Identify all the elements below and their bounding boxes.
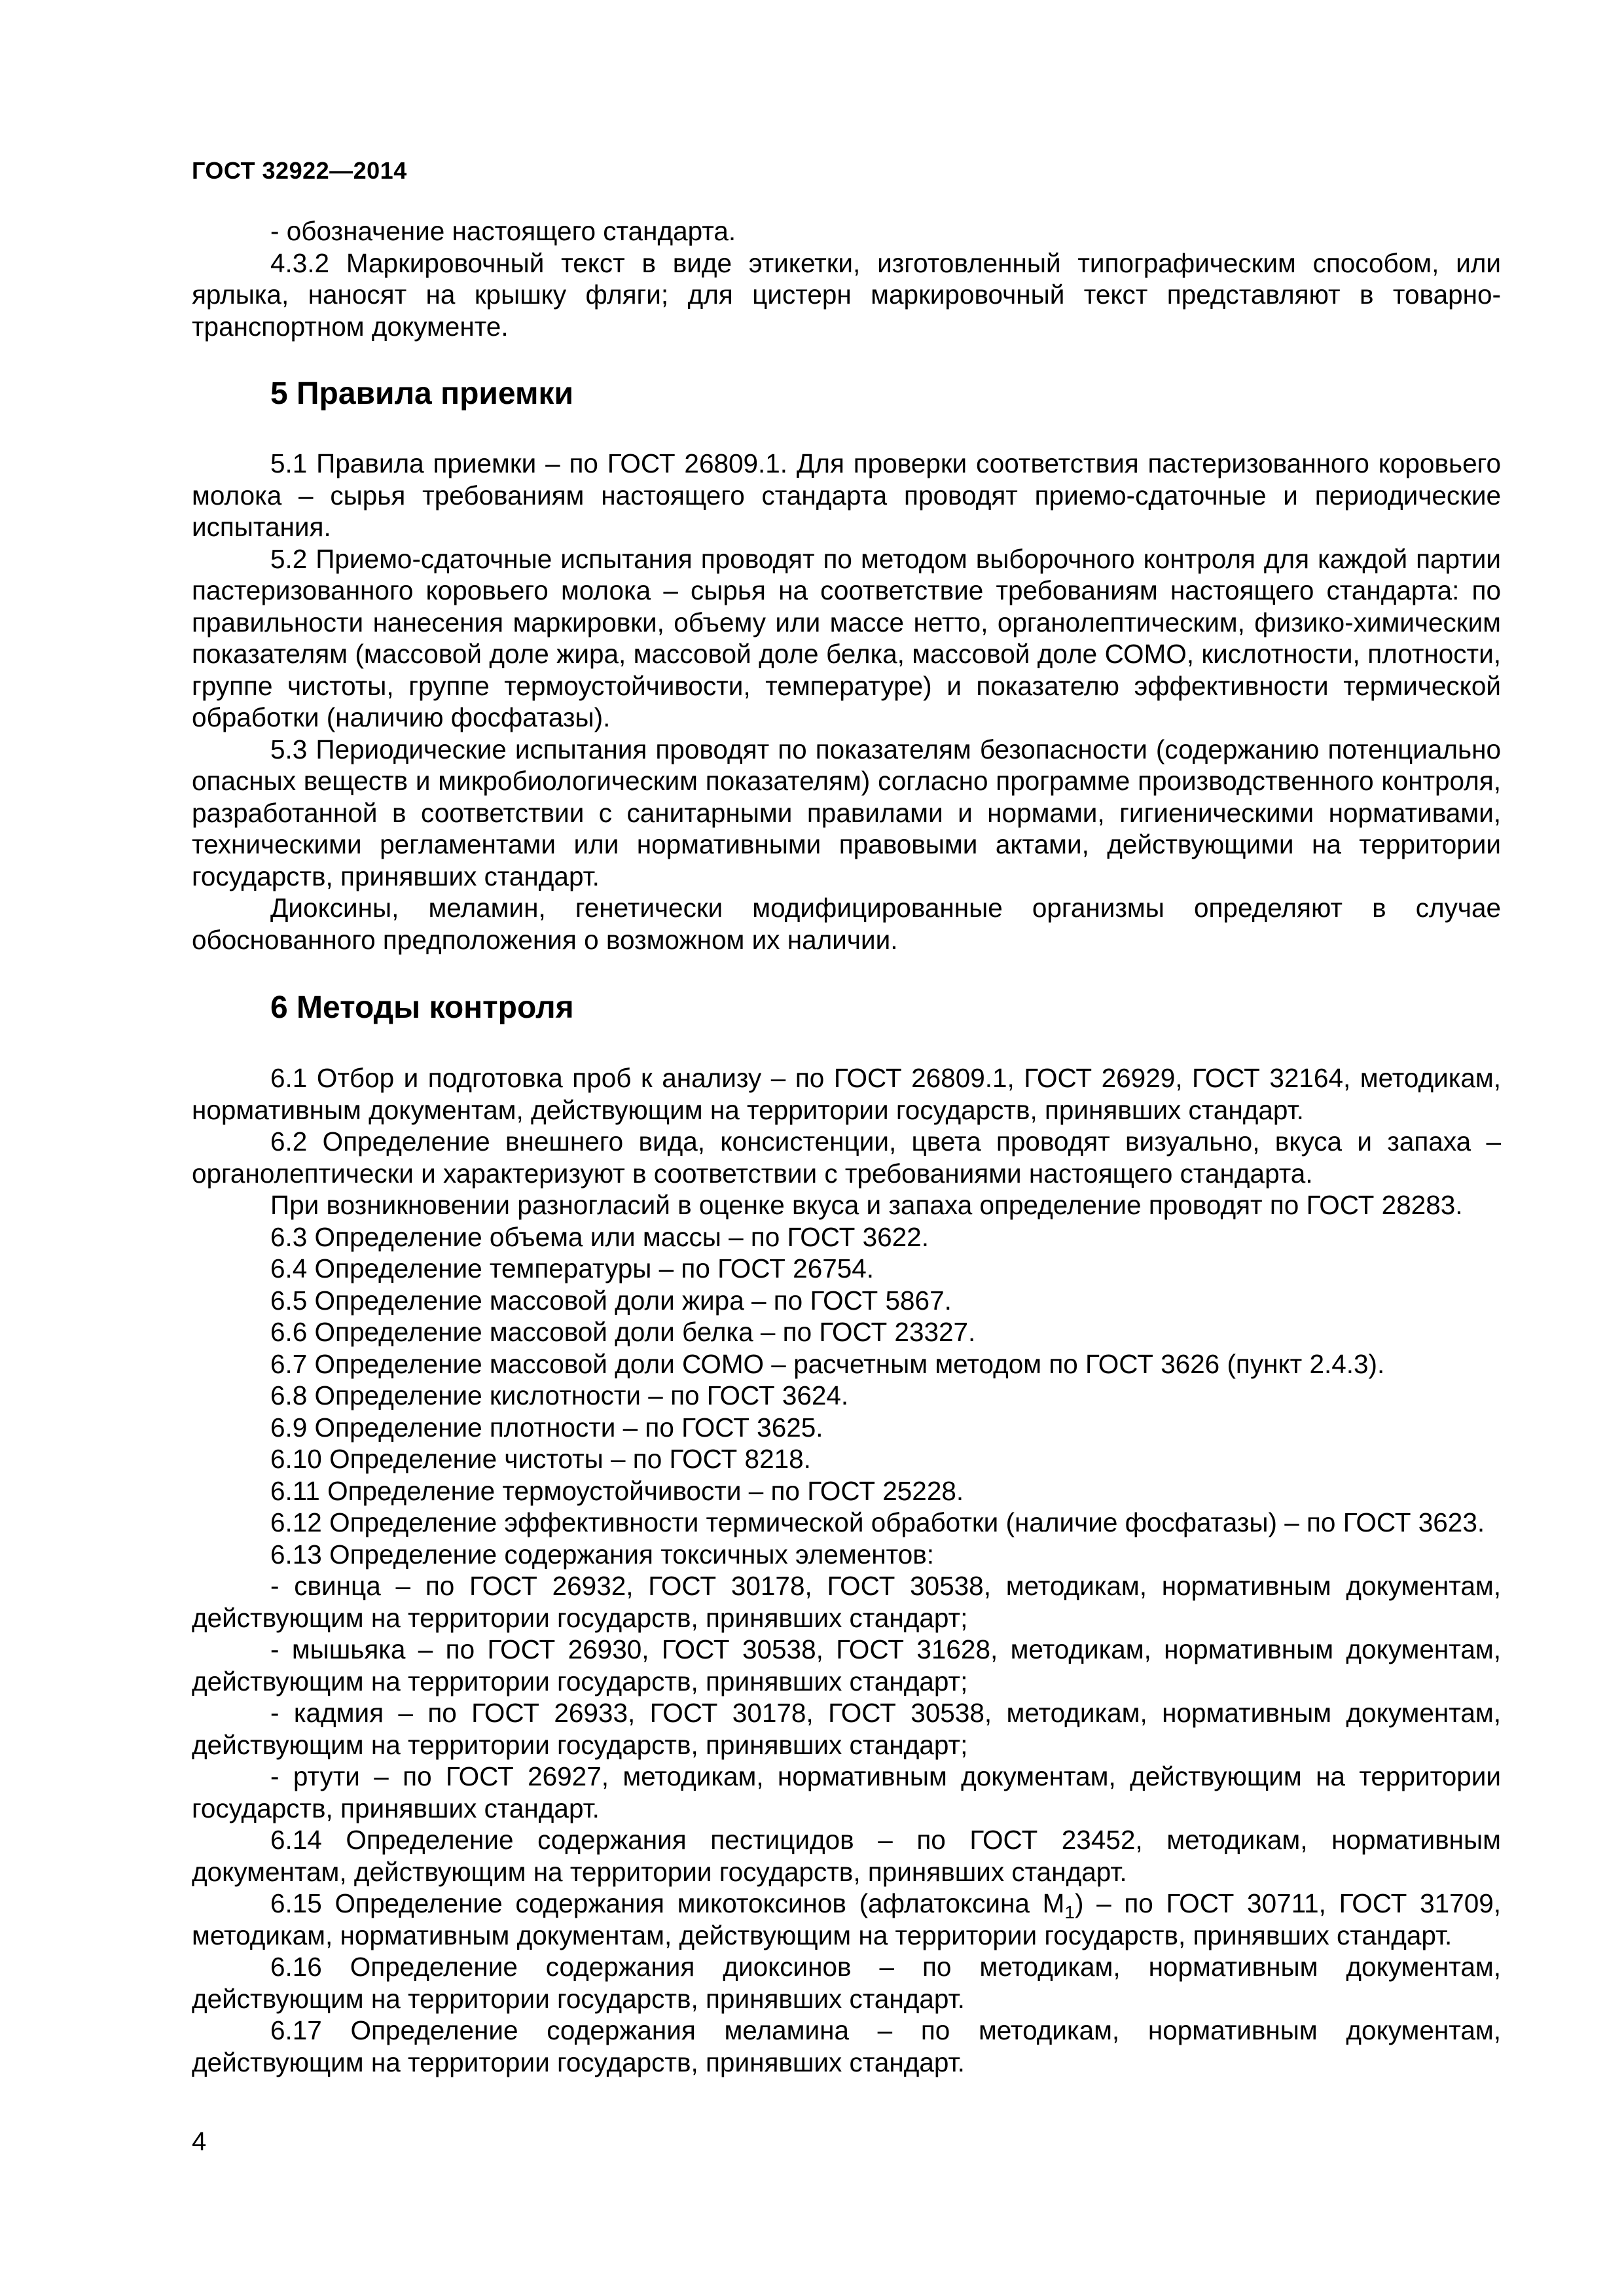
- paragraph-4-3-2: 4.3.2 Маркировочный текст в виде этикетки, изготовленный типографическим способом, или ярлыка, наносят на крышку фляги; для цистерн маркировочный текст представляют в товарно-транспортном документе.: [192, 247, 1501, 342]
- paragraph-6-6: 6.6 Определение массовой доли белка – по ГОСТ 23327.: [270, 1317, 976, 1347]
- page-content: [192, 215, 1501, 2078]
- paragraph-6-16: 6.16 Определение содержания диоксинов – по методикам, нормативным документам, действующим на территории государств, принявших стандарт.: [192, 1952, 1501, 2014]
- paragraph-4-3-1-end: - обозначение настоящего стандарта.: [270, 216, 736, 246]
- paragraph-6-3: 6.3 Определение объема или массы – по ГОСТ 3622.: [270, 1221, 929, 1252]
- paragraph-6-10: 6.10 Определение чистоты – по ГОСТ 8218.: [270, 1444, 811, 1474]
- list-item-lead: - свинца – по ГОСТ 26932, ГОСТ 30178, ГОСТ 30538, методикам, нормативным документам, действующим на территории государств, принявших стандарт;: [192, 1571, 1501, 1633]
- paragraph-6-15: [192, 1888, 1501, 1951]
- paragraph-5-3: 5.3 Периодические испытания проводят по показателям безопасности (содержанию потенциально опасных веществ и микробиологическим показателям) согласно программе производственного контроля, разработанной в соответствии с санитарными правилами и нормами, гигиеническими нормативами, техническими регламентами или нормативными правовыми актами, действующими на территории государств, принявших стандарт.: [192, 734, 1501, 891]
- paragraph-6-5: 6.5 Определение массовой доли жира – по ГОСТ 5867.: [270, 1285, 952, 1316]
- spacer: [192, 956, 1501, 989]
- paragraph-5-3-dioxins: Диоксины, меламин, генетически модифицированные организмы определяют в случае обоснованного предположения о возможном их наличии.: [192, 893, 1501, 955]
- paragraph-6-8: 6.8 Определение кислотности – по ГОСТ 3624.: [270, 1380, 849, 1410]
- paragraph-6-11: 6.11 Определение термоустойчивости – по ГОСТ 25228.: [270, 1475, 964, 1506]
- paragraph-5-1: 5.1 Правила приемки – по ГОСТ 26809.1. Для проверки соответствия пастеризованного коровьего молока – сырья требованиям настоящего стандарта проводят приемо-сдаточные и периодические испытания.: [192, 448, 1501, 542]
- paragraph-6-12: 6.12 Определение эффективности термической обработки (наличие фосфатазы) – по ГОСТ 3623.: [270, 1507, 1485, 1537]
- section-6-heading: 6 Методы контроля: [270, 990, 574, 1025]
- spacer: [192, 342, 1501, 375]
- list-item-arsenic: - мышьяка – по ГОСТ 26930, ГОСТ 30538, ГОСТ 31628, методикам, нормативным документам, действующим на территории государств, принявших стандарт;: [192, 1634, 1501, 1696]
- paragraph-6-4: 6.4 Определение температуры – по ГОСТ 26754.: [270, 1253, 875, 1283]
- paragraph-6-14: 6.14 Определение содержания пестицидов – по ГОСТ 23452, методикам, нормативным документам, действующим на территории государств, принявших стандарт.: [192, 1825, 1501, 1887]
- document-code-header: ГОСТ 32922—2014: [192, 157, 407, 184]
- paragraph-6-15-text-end: ) – по ГОСТ 30711, ГОСТ 31709, методикам, нормативным документам, действующим на территории государств, принявших стандарт.: [192, 1888, 1502, 1950]
- paragraph-6-2-disagreements: При возникновении разногласий в оценке вкуса и запаха определение проводят по ГОСТ 28283.: [270, 1190, 1463, 1220]
- section-5-heading: 5 Правила приемки: [270, 376, 574, 411]
- paragraph-6-13: 6.13 Определение содержания токсичных элементов:: [270, 1539, 935, 1570]
- spacer: [192, 413, 1501, 448]
- paragraph-5-2: 5.2 Приемо-сдаточные испытания проводят по методом выборочного контроля для каждой партии пастеризованного коровьего молока – сырья на соответствие требованиям настоящего стандарта: по правильности нанесения маркировки, объему или массе нетто, органолептическим, физико-химическим показателям (массовой доле жира, массовой доле белка, массовой доле СОМО, кислотности, плотности, группе чистоты, группе термоустойчивости, температуре) и показателю эффективности термической обработки (наличию фосфатазы).: [192, 543, 1501, 732]
- paragraph-6-2: 6.2 Определение внешнего вида, консистенции, цвета проводят визуально, вкуса и запаха – органолептически и характеризуют в соответствии с требованиями настоящего стандарта.: [192, 1126, 1501, 1189]
- paragraph-6-7: 6.7 Определение массовой доли СОМО – расчетным методом по ГОСТ 3626 (пункт 2.4.3).: [270, 1348, 1385, 1379]
- spacer: [192, 1027, 1501, 1062]
- page-number: 4: [192, 2127, 207, 2156]
- list-item-mercury: - ртути – по ГОСТ 26927, методикам, нормативным документам, действующим на территории государств, принявших стандарт.: [192, 1761, 1501, 1823]
- paragraph-6-15-text-start: 6.15 Определение содержания микотоксинов (афлатоксина M: [270, 1888, 1065, 1918]
- subscript-index: 1: [1064, 1902, 1075, 1923]
- paragraph-6-9: 6.9 Определение плотности – по ГОСТ 3625.: [270, 1412, 823, 1443]
- paragraph-6-17: 6.17 Определение содержания меламина – по методикам, нормативным документам, действующим на территории государств, принявших стандарт.: [192, 2015, 1501, 2077]
- list-item-cadmium: - кадмия – по ГОСТ 26933, ГОСТ 30178, ГОСТ 30538, методикам, нормативным документам, действующим на территории государств, принявших стандарт;: [192, 1698, 1501, 1760]
- paragraph-6-1: 6.1 Отбор и подготовка проб к анализу – по ГОСТ 26809.1, ГОСТ 26929, ГОСТ 32164, методикам, нормативным документам, действующим на территории государств, принявших стандарт.: [192, 1063, 1501, 1125]
